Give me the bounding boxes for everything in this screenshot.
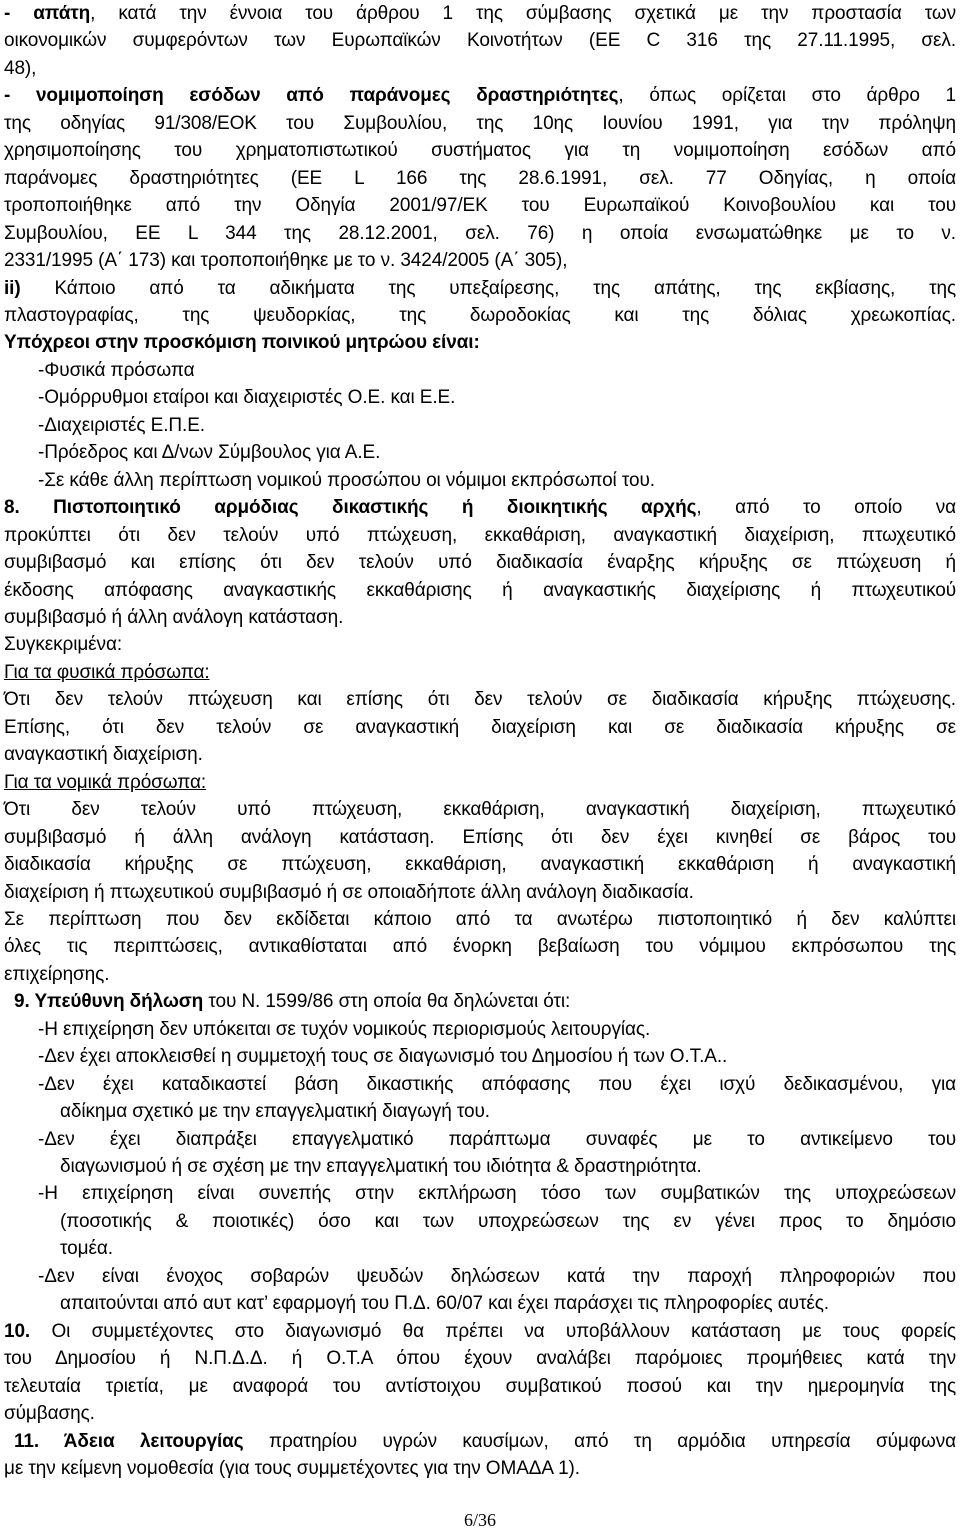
text-line [4,549,956,576]
text-line [4,1263,956,1290]
text-run: Ότι δεν τελούν πτώχευση και επίσης ότι δεν τελούν σε διαδικασία κήρυξης πτώχευσης. [4,689,956,711]
text-run: -Δεν είναι ένοχος σοβαρών ψευδών δηλώσεων κατά την παροχή πληροφοριών που [38,1265,956,1287]
text-line [4,1180,956,1207]
text-line [4,879,956,906]
text-line [4,220,956,247]
text-line [4,604,956,631]
text-run: συμβιβασμό ή άλλη ανάλογη κατάσταση. [4,606,344,628]
text-run: με την κείμενη νομοθεσία (για τους συμμετέχοντες για την ΟΜΑΔΑ 1). [4,1458,580,1480]
text-line [4,851,956,878]
text-run: προκύπτει ότι δεν τελούν υπό πτώχευση, εκκαθάριση, αναγκαστική διαχείριση, πτωχευτικό [4,524,956,546]
text-run: -Φυσικά πρόσωπα [38,359,195,381]
text-run: τροποποιήθηκε από την Οδηγία 2001/97/ΕΚ του Ευρωπαϊκού Κοινοβουλίου και του [4,195,956,217]
text-run: του Δημοσίου ή Ν.Π.Δ.Δ. ή Ο.Τ.Α όπου έχουν αναλάβει παρόμοιες προμήθειες κατά την [4,1348,956,1370]
text-run: πλαστογραφίας, της ψευδορκίας, της δωροδοκίας και της δόλιας χρεωκοπίας. [4,304,956,326]
text-run: Ότι δεν τελούν υπό πτώχευση, εκκαθάριση, αναγκαστική διαχείριση, πτωχευτικό [4,799,956,821]
text-line [4,192,956,219]
text-run: Σε περίπτωση που δεν εκδίδεται κάποιο από τα ανωτέρω πιστοποιητικό ή δεν καλύπτει [4,908,956,930]
text-run: παράνομες δραστηριότητες (ΕΕ L 166 της 28.6.1991, σελ. 77 Οδηγίας, η οποία [4,167,956,189]
text-line [4,714,956,741]
text-line [4,1098,956,1125]
text-run: 2331/1995 (Α΄ 173) και τροποποιήθηκε με το ν. 3424/2005 (Α΄ 305), [4,250,568,272]
text-run: , όπως ορίζεται στο άρθρο 1 [618,85,956,107]
text-line [4,494,956,521]
text-run: διαδικασία κήρυξης σε πτώχευση, εκκαθάριση, αναγκαστική εκκαθάριση ή αναγκαστική [4,854,956,876]
text-line [4,988,956,1015]
text-run: -Η επιχείρηση είναι συνεπής στην εκπλήρωση τόσο των συμβατικών της υποχρεώσεων [38,1183,956,1205]
text-line [4,384,956,411]
text-run: -Δεν έχει αποκλεισθεί η συμμετοχή τους σε διαγωνισμό του Δημοσίου ή των Ο.Τ.Α.. [38,1046,728,1068]
text-line [4,137,956,164]
text-line [4,1290,956,1317]
text-run: του Ν. 1599/86 στη οποία θα δηλώνεται ότι: [203,991,571,1013]
text-line [4,275,956,302]
bold-text: - νομιμοποίηση εσόδων από παράνομες δραστηριότητες [4,85,619,107]
text-run: τελευταία τριετία, με αναφορά του αντίστοιχου συμβατικού ποσού και την ημερομηνία της [4,1375,956,1397]
text-run: έκδοσης απόφασης αναγκαστικής εκκαθάρισης ή αναγκαστικής διαχείρισης ή πτωχευτικού [4,579,956,601]
text-run: -Διαχειριστές Ε.Π.Ε. [38,414,205,436]
underlined-heading: Για τα νομικά πρόσωπα: [4,771,207,793]
text-line [4,467,956,494]
text-line [4,27,956,54]
text-run: διαγωνισμού ή σε σχέση με την επαγγελματική του ιδιότητα & δραστηριότητα. [60,1156,702,1178]
text-line [4,357,956,384]
text-line [4,824,956,851]
body-text [4,0,956,1482]
text-run: , από το οποίο να [696,497,956,519]
text-line [4,1208,956,1235]
text-line [4,247,956,274]
text-line [4,1153,956,1180]
text-run: διαχείριση ή πτωχευτικού συμβιβασμό ή σε οποιαδήποτε άλλη ανάλογη διαδικασία. [4,881,694,903]
text-line [4,933,956,960]
text-line [4,1345,956,1372]
bold-text: - απάτη [4,3,91,24]
text-run: , κατά την έννοια του άρθρου 1 της σύμβασης σχετικά με την προστασία των [90,3,957,24]
text-line [4,412,956,439]
text-run: αδίκημα σχετικό με την επαγγελματική διαγωγή του. [60,1101,490,1123]
text-run: -Ομόρρυθμοι εταίροι και διαχειριστές Ο.Ε. και Ε.Ε. [38,387,456,409]
text-line [4,1126,956,1153]
text-run: (ποσοτικής & ποιοτικές) όσο και των υποχρεώσεων της εν γένει προς το δημόσιο [60,1210,956,1232]
text-run: Συμβουλίου, ΕΕ L 344 της 28.12.2001, σελ. 76) η οποία ενσωματώθηκε με το ν. [4,222,956,244]
text-line [4,165,956,192]
text-line [4,686,956,713]
text-run: Συγκεκριμένα: [4,634,123,656]
page-number: 6/36 [463,1510,496,1530]
text-line [4,0,956,27]
text-run: συμβιβασμό ή άλλη ανάλογη κατάσταση. Επίσης ότι δεν έχει κινηθεί σε βάρος του [4,826,956,848]
text-line [4,1235,956,1262]
text-line [4,741,956,768]
text-run: απαιτούνται από αυτ κατ’ εφαρμογή του Π.Δ. 60/07 και έχει παράσχει τις πληροφορίες αυτές. [60,1293,829,1315]
text-run: τομέα. [60,1238,113,1260]
text-line [4,1373,956,1400]
text-run: της οδηγίας 91/308/ΕΟΚ του Συμβουλίου, της 10ης Ιουνίου 1991, για την πρόληψη [4,112,956,134]
text-run: -Σε κάθε άλλη περίπτωση νομικού προσώπου οι νόμιμοι εκπρόσωποί του. [38,469,655,491]
text-line [4,1016,956,1043]
text-run: Οι συμμετέχοντες στο διαγωνισμό θα πρέπει να υποβάλλουν κατάσταση με τους φορείς [30,1320,956,1342]
text-run: οικονομικών συμφερόντων των Ευρωπαϊκών Κοινοτήτων (ΕΕ C 316 της 27.11.1995, σελ. [4,30,956,52]
text-run: επιχείρησης. [4,963,110,985]
text-line [4,329,956,356]
text-run: Κάποιο από τα αδικήματα της υπεξαίρεσης, της απάτης, της εκβίασης, της [20,277,956,299]
text-run: -Πρόεδρος και Δ/νων Σύμβουλος για Α.Ε. [38,442,381,464]
text-line [4,769,956,796]
text-run: αναγκαστική διαχείριση. [4,744,203,766]
text-line [4,659,956,686]
text-line [4,1428,956,1455]
bold-text: 11. Άδεια λειτουργίας [14,1430,244,1452]
text-line [4,1400,956,1427]
text-line [4,1043,956,1070]
text-run: -Η επιχείρηση δεν υπόκειται σε τυχόν νομικούς περιορισμούς λειτουργίας. [38,1018,651,1040]
text-run: όλες τις περιπτώσεις, αντικαθίσταται από ένορκη βεβαίωση του νόμιμου εκπρόσωπου της [4,936,956,958]
text-line [4,796,956,823]
text-line [4,961,956,988]
text-run: σύμβασης. [4,1403,95,1425]
text-line [4,302,956,329]
underlined-heading: Για τα φυσικά πρόσωπα: [4,661,210,683]
text-run: Επίσης, ότι δεν τελούν σε αναγκαστική διαχείριση και σε διαδικασία κήρυξης σε [4,716,956,738]
text-line [4,439,956,466]
text-line [4,906,956,933]
text-line [4,1318,956,1345]
text-line [4,110,956,137]
text-line [4,522,956,549]
text-run: 48), [4,57,37,79]
bold-text: Υπόχρεοι στην προσκόμιση ποινικού μητρώου είναι: [4,332,480,354]
bold-text: 8. Πιστοποιητικό αρμόδιας δικαστικής ή διοικητικής αρχής [4,497,697,519]
text-line [4,577,956,604]
text-run: -Δεν έχει καταδικαστεί βάση δικαστικής απόφασης που έχει ισχύ δεδικασμένου, για [38,1073,956,1095]
text-line [4,82,956,109]
text-line [4,1455,956,1482]
text-line [4,55,956,82]
text-line [4,1071,956,1098]
bold-text: 10. [4,1320,31,1342]
text-run: πρατηρίου υγρών καυσίμων, από τη αρμόδια υπηρεσία σύμφωνα [243,1430,956,1452]
text-run: -Δεν έχει διαπράξει επαγγελματικό παράπτωμα συναφές με το αντικείμενο του [38,1128,956,1150]
text-run: χρησιμοποίησης του χρηματοπιστωτικού συστήματος για τη νομιμοποίηση εσόδων από [4,140,956,162]
bold-text: 9. Υπεύθυνη δήλωση [14,991,204,1013]
bold-text: ii) [4,277,21,299]
text-run: συμβιβασμό και επίσης ότι δεν τελούν υπό διαδικασία έναρξης κήρυξης σε πτώχευση ή [4,552,956,574]
text-line [4,631,956,658]
